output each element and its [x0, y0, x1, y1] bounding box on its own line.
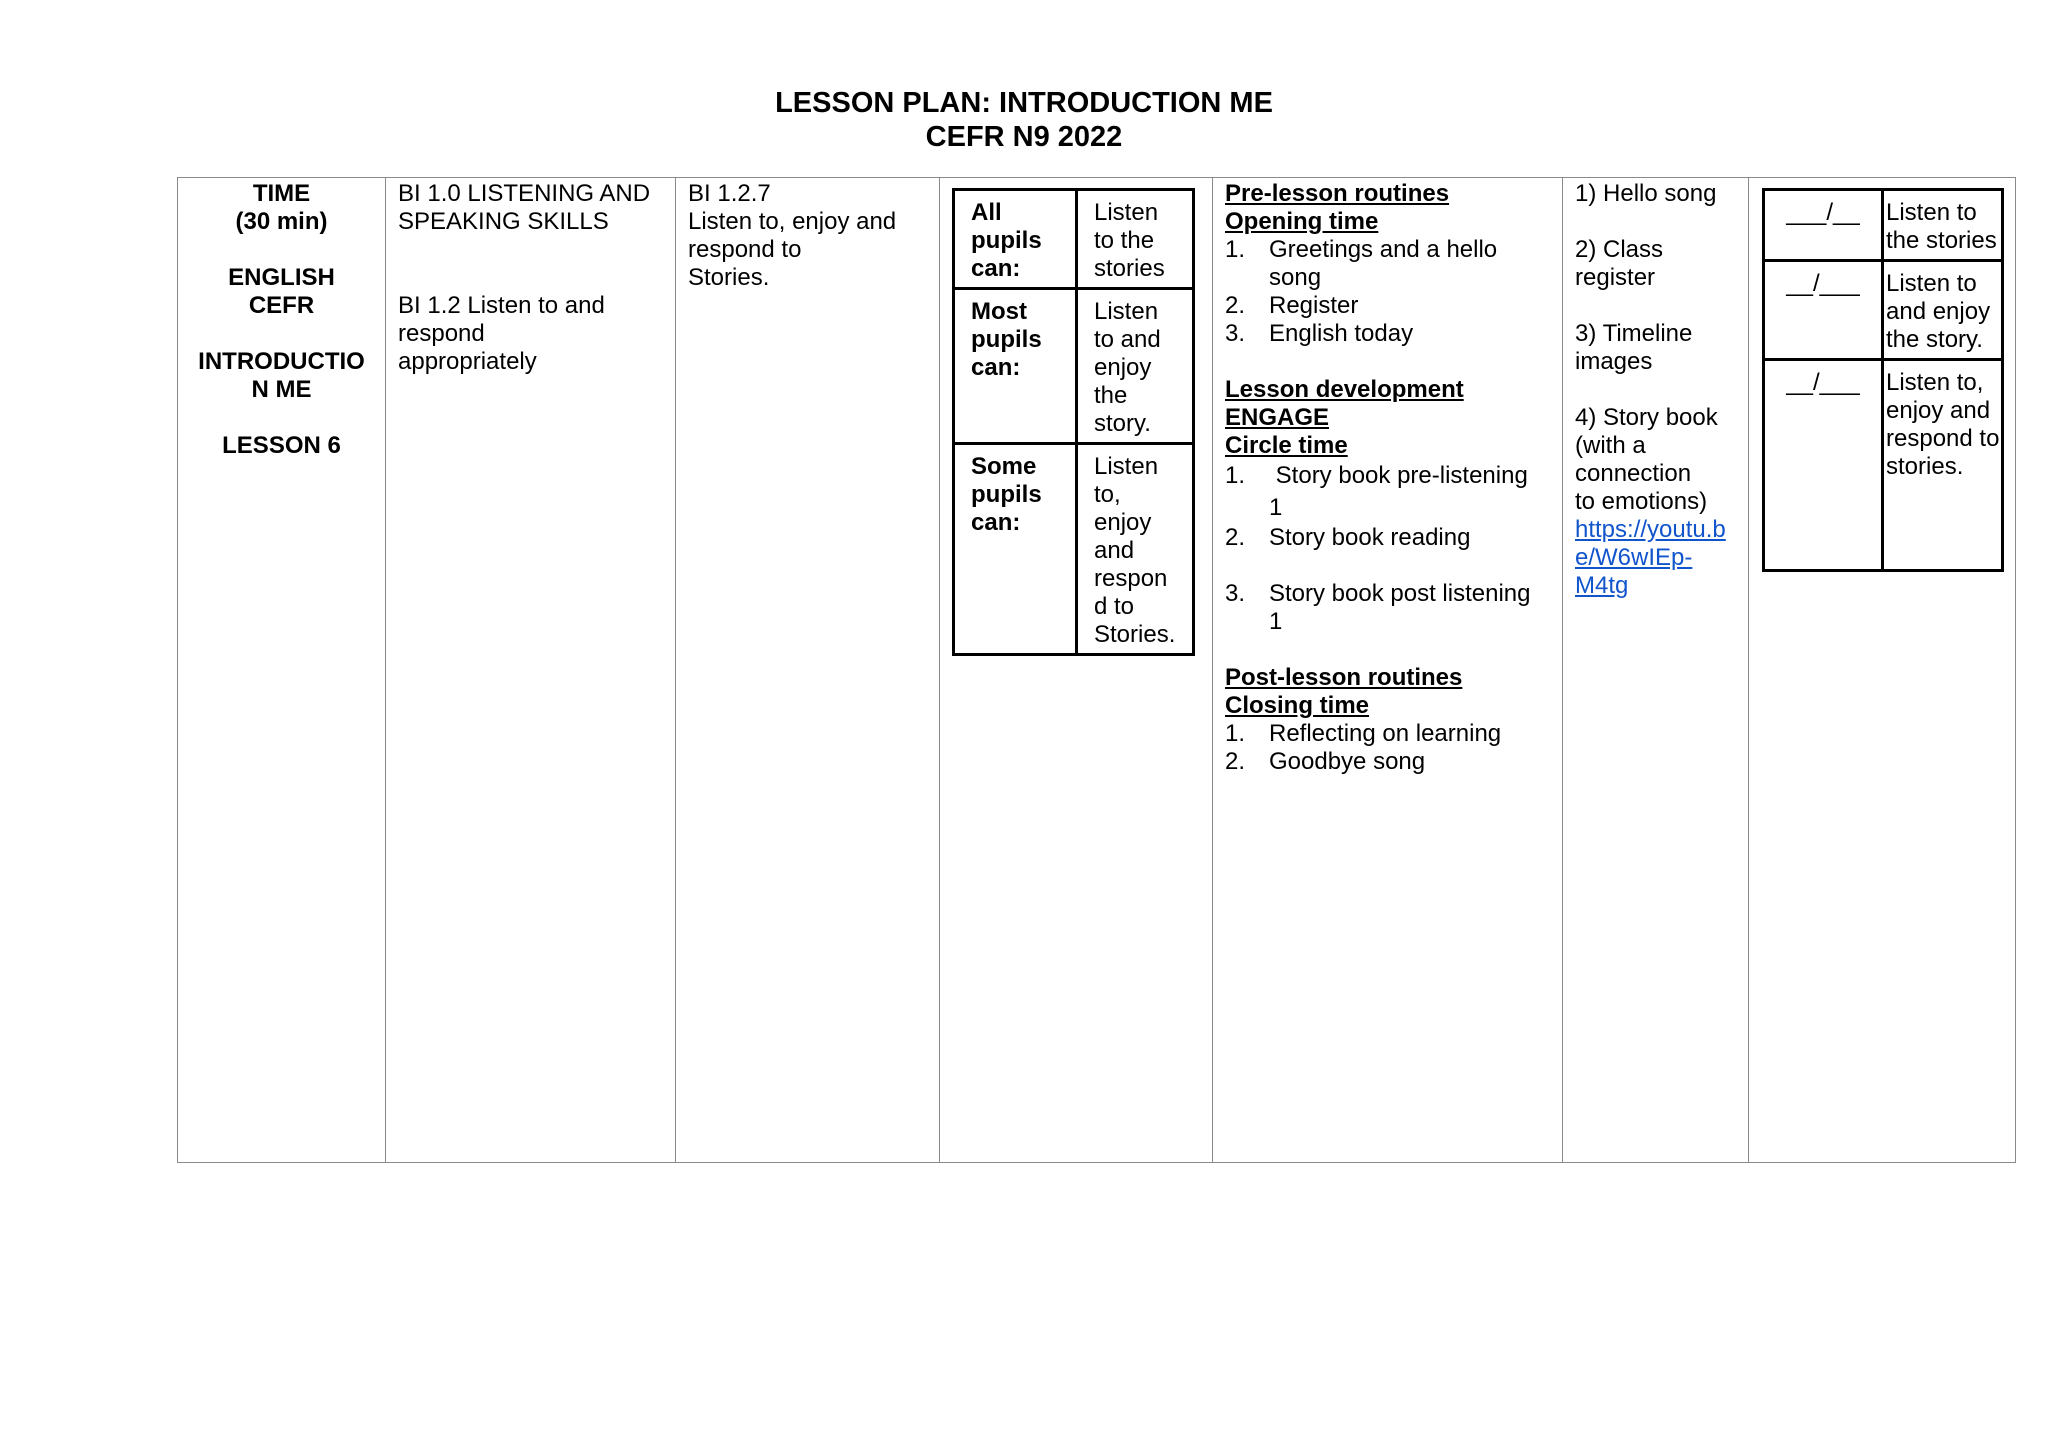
learning-standard-line: Stories.	[688, 264, 770, 291]
resources-cell	[1563, 178, 1749, 1163]
list-item: 1. Reflecting on learning	[1225, 720, 1502, 747]
resource-item: 1) Hello song	[1575, 180, 1717, 207]
video-link[interactable]: https://youtu.b e/W6wIEp- M4tg	[1575, 516, 1726, 599]
document-title: LESSON PLAN: INTRODUCTION ME	[775, 87, 1273, 119]
post-lesson-heading: Post-lesson routines	[1225, 664, 1463, 691]
score-blank[interactable]: __/___	[1764, 261, 1883, 360]
content-standard-line: BI 1.0 LISTENING AND	[398, 180, 651, 207]
activities-cell	[1213, 178, 1563, 1163]
closing-time-heading: Closing time	[1225, 692, 1370, 719]
objectives-table	[952, 188, 1195, 656]
objective-label: Some pupils can:	[954, 444, 1077, 655]
content-standard-cell	[386, 178, 676, 1163]
objective-label: All pupils can:	[954, 190, 1077, 289]
resource-item: 2) Class	[1575, 236, 1664, 263]
assessment-table	[1762, 188, 2004, 572]
assessment-row	[1764, 360, 2003, 571]
learning-standard-line: Listen to, enjoy and	[688, 208, 897, 235]
resource-item: images	[1575, 348, 1653, 375]
list-item: 2. Story book reading	[1225, 524, 1471, 551]
assessment-cell	[1749, 178, 2016, 1163]
time-cell	[178, 178, 386, 1163]
assessment-text: Listen to, enjoy and respond to stories.	[1883, 360, 2003, 571]
score-blank[interactable]: __/___	[1764, 360, 1883, 571]
objective-text: Listen to the stories	[1077, 190, 1194, 289]
score-blank[interactable]: ___/__	[1764, 190, 1883, 261]
resource-item: 3) Timeline	[1575, 320, 1693, 347]
circle-list	[1225, 460, 1550, 636]
learning-standard-cell	[676, 178, 940, 1163]
resource-item: register	[1575, 264, 1656, 291]
sub-standard-line: respond	[398, 320, 485, 347]
list-item: 2. Register	[1225, 292, 1359, 319]
list-item: 3. English today	[1225, 320, 1414, 347]
objective-text: Listen to, enjoy and respon d to Stories.	[1077, 444, 1194, 655]
resource-item: to emotions)	[1575, 488, 1708, 515]
objective-label: Most pupils can:	[954, 289, 1077, 444]
assessment-row	[1764, 190, 2003, 261]
duration: (30 min)	[235, 208, 328, 235]
document-subtitle: CEFR N9 2022	[925, 121, 1123, 153]
list-item: 1. Story book pre-listening 1	[1225, 462, 1528, 521]
engage-heading: ENGAGE	[1225, 404, 1330, 431]
resource-item: (with a	[1575, 432, 1646, 459]
circle-time-heading: Circle time	[1225, 432, 1348, 459]
learning-standard-line: respond to	[688, 236, 802, 263]
pre-lesson-heading: Pre-lesson routines	[1225, 180, 1450, 207]
time-label: TIME	[252, 180, 311, 207]
resource-item: connection	[1575, 460, 1692, 487]
content-standard-line: SPEAKING SKILLS	[398, 208, 609, 235]
lesson-development-heading: Lesson development	[1225, 376, 1464, 403]
unit-line: INTRODUCTIO	[198, 348, 365, 375]
subject-line: CEFR	[248, 292, 315, 319]
objective-row	[954, 444, 1194, 655]
sub-standard-line: BI 1.2 Listen to and	[398, 292, 605, 319]
list-item: 3. Story book post listening 1	[1225, 580, 1531, 635]
sub-standard-line: appropriately	[398, 348, 537, 375]
objectives-cell	[940, 178, 1213, 1163]
assessment-text: Listen to and enjoy the story.	[1883, 261, 2003, 360]
assessment-row	[1764, 261, 2003, 360]
objective-row	[954, 289, 1194, 444]
closing-list	[1225, 720, 1550, 776]
learning-standard-code: BI 1.2.7	[688, 180, 771, 207]
opening-time-heading: Opening time	[1225, 208, 1379, 235]
unit-line: N ME	[251, 376, 312, 403]
lesson-plan-table	[177, 177, 2016, 1163]
list-item: 1. Greetings and a hello song	[1225, 236, 1498, 291]
lesson-row	[178, 178, 2016, 1163]
list-item: 2. Goodbye song	[1225, 748, 1426, 775]
opening-list	[1225, 236, 1550, 348]
objective-row	[954, 190, 1194, 289]
objective-text: Listen to and enjoy the story.	[1077, 289, 1194, 444]
subject-line: ENGLISH	[228, 264, 335, 291]
lesson-number: LESSON 6	[222, 432, 341, 459]
resource-item: 4) Story book	[1575, 404, 1718, 431]
assessment-text: Listen to the stories	[1883, 190, 2003, 261]
